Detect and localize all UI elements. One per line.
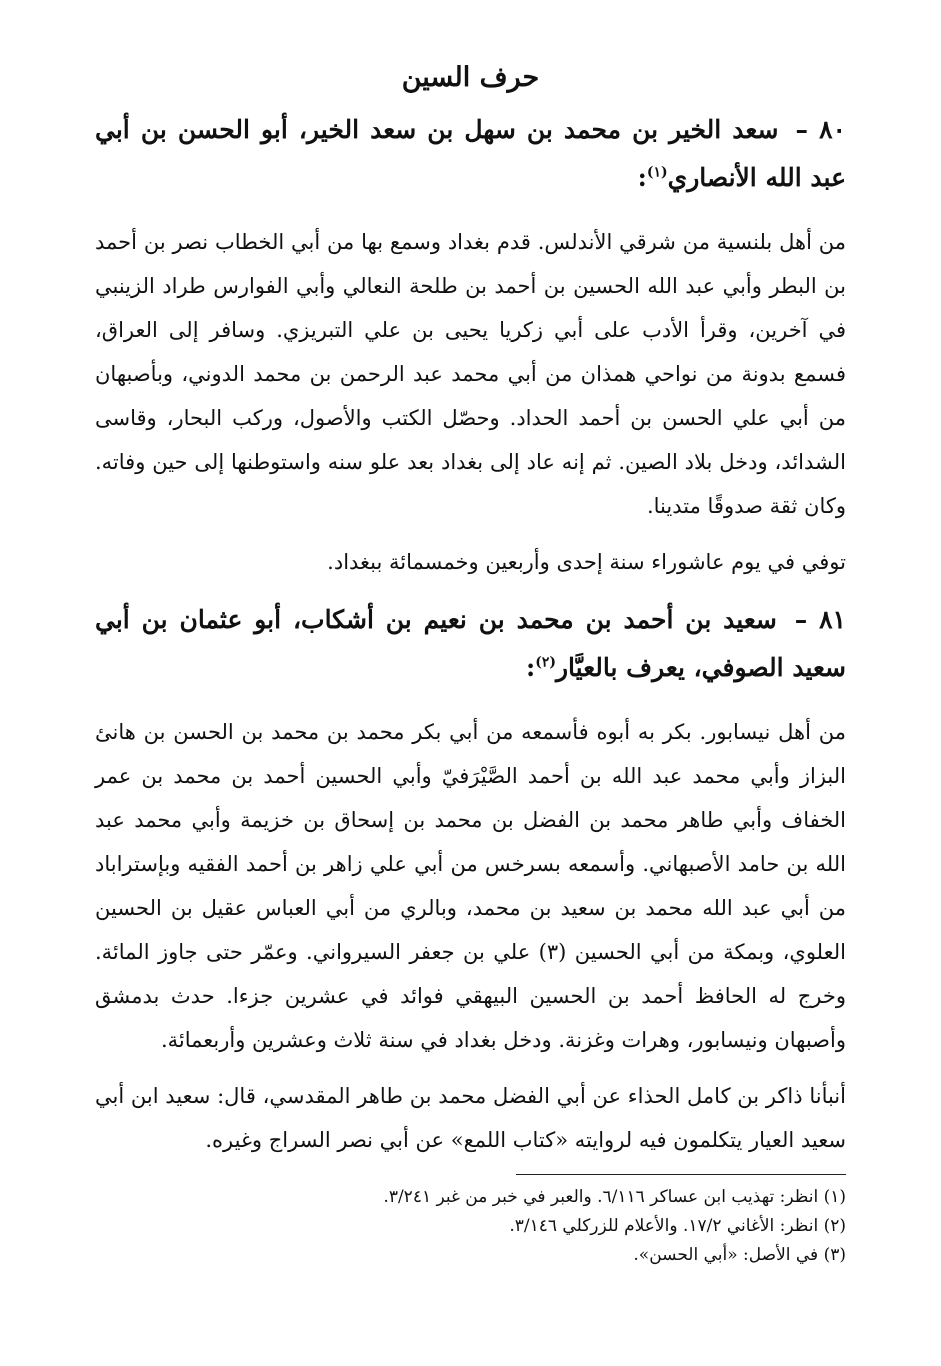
entry-body-text: توفي في يوم عاشوراء سنة إحدى وأربعين وخمسمائة ببغداد. [327,550,846,574]
entry-heading [95,106,846,202]
entry-paragraph [95,1074,846,1162]
entry-heading-text: سعيد بن أحمد بن محمد بن نعيم بن أشكاب، أبو عثمان بن أبي سعيد الصوفي، يعرف بالعيَّار [95,605,846,682]
footnote-divider [516,1174,846,1175]
entry-body-text: أنبأنا ذاكر بن كامل الحذاء عن أبي الفضل محمد بن طاهر المقدسي، قال: سعيد ابن أبي سعيد العيار يتكلمون فيه لروايته «كتاب اللمع» عن أبي نصر السراج وغيره. [95,1084,846,1152]
footnote-2: (٢) انظر: الأغاني ١٧/٢. والأعلام للزركلي ٣/١٤٦. [509,1216,846,1236]
entry-heading-text: سعد الخير بن محمد بن سهل بن سعد الخير، أبو الحسن بن أبي عبد الله الأنصاري [95,115,846,192]
entry-body-text: من أهل نيسابور. بكر به أبوه فأسمعه من أبي بكر محمد بن محمد بن الحسن بن هانئ البزاز وأبي محمد عبد الله بن أحمد الصَّيْرَفيّ وأبي الحسين أحمد بن محمد بن عمر الخفاف وأبي طاهر محمد بن الفضل بن محمد بن إسحاق بن خزيمة وأبي محمد عبد الله بن حامد الأصبهاني. وأسمعه بسرخس من أبي علي زاهر بن أحمد الفقيه وبإستراباد من أبي عبد الله محمد بن سعيد بن محمد، وبالري من أبي العباس عقيل بن الحسين العلوي، وبمكة من أبي الحسين (٣) علي بن جعفر السيرواني. وعمّر حتى جاوز المائة. وخرج له الحافظ أحمد بن الحسين البيهقي فوائد في عشرين جزءا. حدث بدمشق وأصبهان ونيسابور، وهرات وغزنة. ودخل بغداد في سنة ثلاث وعشرين وأربعمائة. [95,720,846,1052]
heading-colon: : [525,653,536,682]
entry-heading [95,596,846,692]
footnote-1: (١) انظر: تهذيب ابن عساكر ٦/١١٦. والعبر في خبر من غبر ٣/٢٤١. [383,1187,846,1207]
footnote-3: (٣) في الأصل: «أبي الحسن». [633,1245,846,1265]
entry-paragraph [95,540,846,584]
biography-entry-80 [95,106,846,584]
heading-colon: : [637,163,647,192]
section-title: حرف السين [401,62,540,93]
footnote-ref: (٢) [535,654,556,671]
entry-number: ٨١ – [794,605,846,634]
entry-paragraph [95,710,846,1062]
entry-number: ٨٠ – [795,115,846,144]
entry-paragraph [95,220,846,528]
footnotes [95,1183,846,1270]
biography-entry-81 [95,596,846,1162]
entry-body-text: من أهل بلنسية من شرقي الأندلس. قدم بغداد وسمع بها من أبي الخطاب نصر بن أحمد بن البطر وأبي عبد الله الحسين بن أحمد بن طلحة النعالي وأبي الفوارس طراد الزينبي في آخرين، وقرأ الأدب على أبي زكريا يحيى بن علي التبريزي. وسافر إلى العراق، فسمع بدونة من نواحي همذان من أبي محمد عبد الرحمن بن محمد الدوني، وبأصبهان من أبي علي الحسن بن أحمد الحداد. وحصّل الكتب والأصول، وركب البحار، وقاسى الشدائد، ودخل بلاد الصين. ثم إنه عاد إلى بغداد بعد علو سنه واستوطنها إلى حين وفاته. وكان ثقة صدوقًا متدينا. [95,230,846,518]
footnote-ref: (١) [646,164,668,181]
